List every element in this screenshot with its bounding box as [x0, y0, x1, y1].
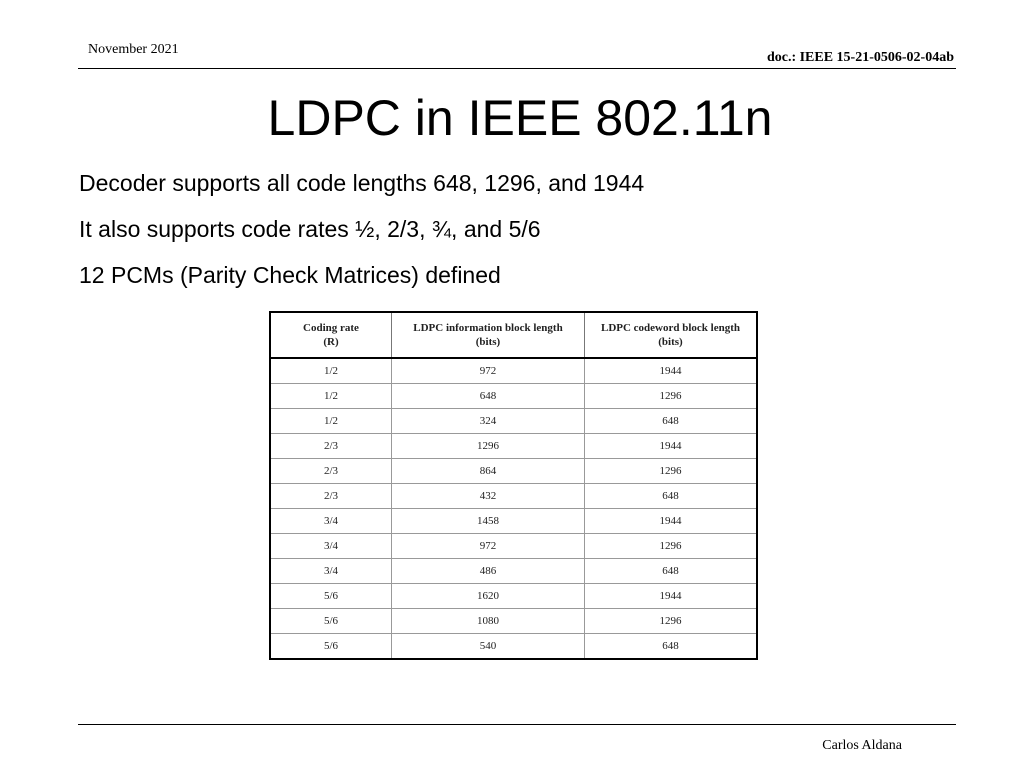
- cell-codeword-length: 1944: [585, 358, 758, 384]
- table-row: [270, 484, 757, 509]
- cell-coding-rate: 1/2: [270, 358, 392, 384]
- cell-codeword-length: 1296: [585, 459, 758, 484]
- cell-coding-rate: 5/6: [270, 609, 392, 634]
- cell-coding-rate: 5/6: [270, 634, 392, 660]
- cell-codeword-length: 1944: [585, 584, 758, 609]
- cell-info-length: 1296: [392, 434, 585, 459]
- cell-coding-rate: 3/4: [270, 509, 392, 534]
- cell-coding-rate: 1/2: [270, 409, 392, 434]
- header-codeword-block-length: LDPC codeword block length (bits): [585, 312, 758, 358]
- cell-coding-rate: 2/3: [270, 484, 392, 509]
- cell-info-length: 486: [392, 559, 585, 584]
- cell-coding-rate: 5/6: [270, 584, 392, 609]
- cell-codeword-length: 1944: [585, 509, 758, 534]
- table-row: [270, 409, 757, 434]
- cell-coding-rate: 3/4: [270, 559, 392, 584]
- table-row: [270, 609, 757, 634]
- cell-info-length: 972: [392, 534, 585, 559]
- cell-codeword-length: 648: [585, 559, 758, 584]
- bullet-code-lengths: Decoder supports all code lengths 648, 1296, and 1944: [79, 170, 645, 196]
- cell-coding-rate: 1/2: [270, 384, 392, 409]
- cell-info-length: 864: [392, 459, 585, 484]
- cell-coding-rate: 3/4: [270, 534, 392, 559]
- table-row: [270, 534, 757, 559]
- cell-coding-rate: 2/3: [270, 434, 392, 459]
- bullet-list: [79, 160, 644, 298]
- footer-author: Carlos Aldana: [822, 738, 902, 753]
- table-row: [270, 459, 757, 484]
- table-row: [270, 559, 757, 584]
- cell-info-length: 1458: [392, 509, 585, 534]
- header-coding-rate: Coding rate (R): [270, 312, 392, 358]
- cell-info-length: 648: [392, 384, 585, 409]
- cell-info-length: 432: [392, 484, 585, 509]
- cell-info-length: 972: [392, 358, 585, 384]
- cell-codeword-length: 1944: [585, 434, 758, 459]
- cell-codeword-length: 1296: [585, 609, 758, 634]
- header-info-block-length: LDPC information block length (bits): [392, 312, 585, 358]
- cell-codeword-length: 1296: [585, 384, 758, 409]
- slide-title: LDPC in IEEE 802.11n: [267, 90, 773, 146]
- table-row: [270, 584, 757, 609]
- cell-coding-rate: 2/3: [270, 459, 392, 484]
- ldpc-parameters-table: [269, 311, 758, 660]
- header-divider: [78, 68, 956, 69]
- cell-codeword-length: 648: [585, 484, 758, 509]
- cell-codeword-length: 648: [585, 634, 758, 660]
- table-row: [270, 384, 757, 409]
- table-row: [270, 358, 757, 384]
- table-row: [270, 509, 757, 534]
- header-date: November 2021: [88, 42, 179, 57]
- cell-info-length: 1080: [392, 609, 585, 634]
- bullet-pcms: 12 PCMs (Parity Check Matrices) defined: [79, 262, 501, 288]
- table-row: [270, 634, 757, 660]
- cell-info-length: 324: [392, 409, 585, 434]
- cell-info-length: 1620: [392, 584, 585, 609]
- cell-info-length: 540: [392, 634, 585, 660]
- cell-codeword-length: 648: [585, 409, 758, 434]
- table-row: [270, 434, 757, 459]
- bullet-code-rates: It also supports code rates ½, 2/3, ¾, and 5/6: [79, 216, 541, 242]
- footer-divider: [78, 724, 956, 725]
- cell-codeword-length: 1296: [585, 534, 758, 559]
- header-doc-id: doc.: IEEE 15-21-0506-02-04ab: [766, 50, 954, 65]
- table-header-row: [270, 312, 757, 358]
